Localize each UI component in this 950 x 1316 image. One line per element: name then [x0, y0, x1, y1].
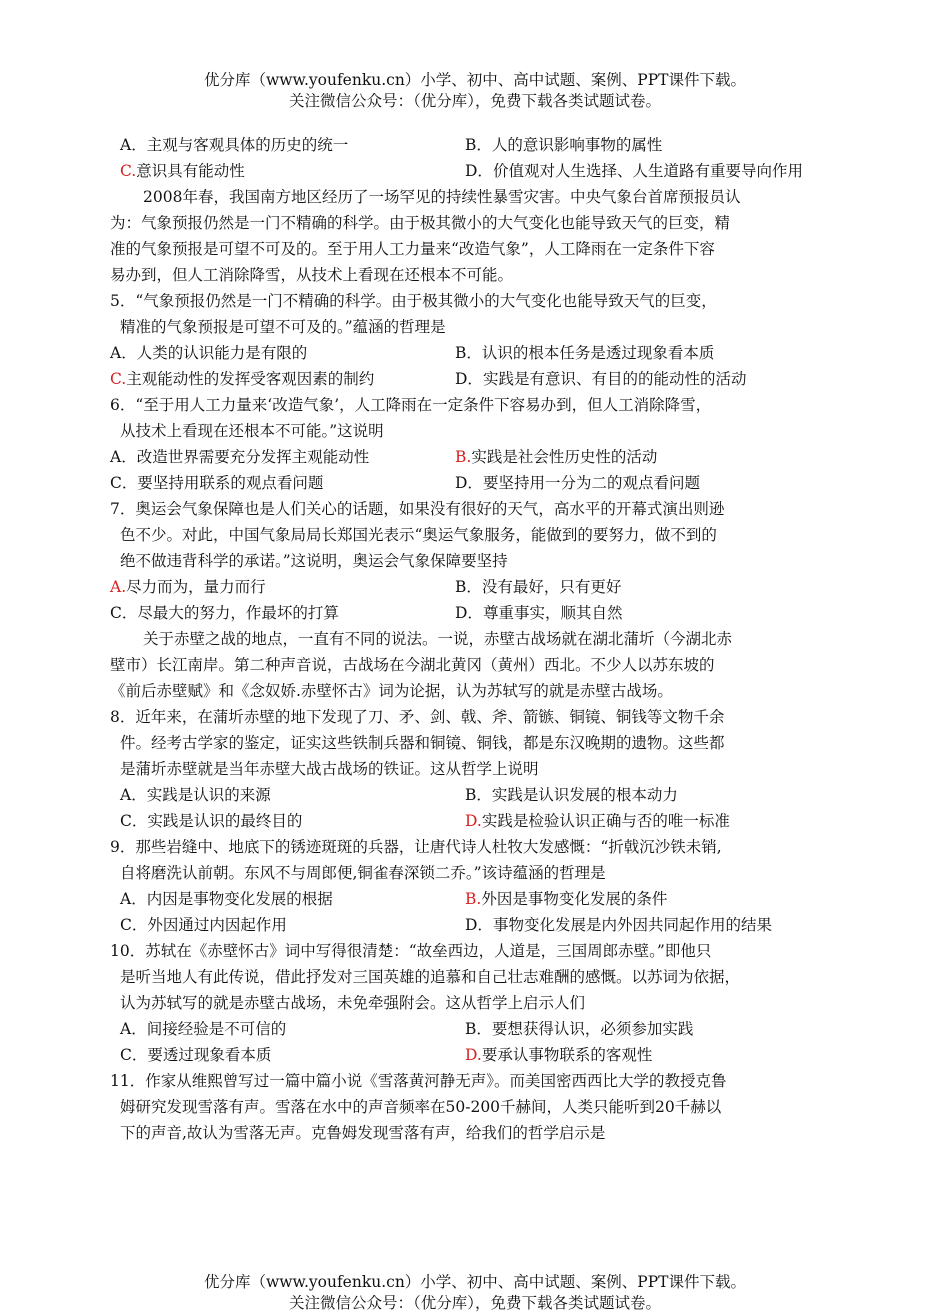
q10-option-b-letter: B． [465, 1020, 492, 1038]
q11-stem: 下的声音,故认为雪落无声。克鲁姆发现雪落有声，给我们的哲学启示是 [120, 1124, 606, 1142]
q6-option-b: 实践是社会性历史性的活动 [471, 448, 658, 466]
q5-option-d-letter: D． [455, 370, 483, 388]
q10-option-d-letter: D. [465, 1046, 482, 1064]
q9-options-row-2 [110, 912, 850, 938]
q7-option-c: 尽最大的努力，作最坏的打算 [137, 604, 339, 622]
q7-option-b: 没有最好，只有更好 [481, 578, 622, 596]
q7-option-a-letter: A. [110, 578, 127, 596]
q6-option-c: 要坚持用联系的观点看问题 [137, 474, 324, 492]
q9-option-b-letter: B. [465, 890, 482, 908]
q10-option-a: 间接经验是不可信的 [146, 1020, 287, 1038]
q8-option-c-letter: C． [120, 812, 148, 830]
q6-option-b-letter: B. [455, 448, 472, 466]
q8-stem: 是蒲圻赤壁就是当年赤壁大战古战场的铁证。这从哲学上说明 [120, 760, 539, 778]
q6-stem: 从技术上看现在还根本不可能。”这说明 [120, 422, 384, 440]
q5-option-c: 主观能动性的发挥受客观因素的制约 [126, 370, 375, 388]
q5-option-a: 人类的认识能力是有限的 [136, 344, 308, 362]
q9-option-a: 内因是事物变化发展的根据 [146, 890, 333, 908]
q7-stem: 绝不做违背科学的承诺。”这说明，奥运会气象保障要坚持 [120, 552, 508, 570]
q9-option-b: 外因是事物变化发展的条件 [481, 890, 668, 908]
q8-option-a: 实践是认识的来源 [146, 786, 271, 804]
q5-option-b-letter: B． [455, 344, 482, 362]
page-header [0, 70, 950, 112]
q6-stem: 6．“至于用人工力量来‘改造气象’，人工降雨在一定条件下容易办到，但人工消除降雪， [110, 396, 712, 414]
footer-line-2: 关注微信公众号：（优分库），免费下载各类试题试卷。 [288, 1294, 661, 1312]
q9-option-d: 事物变化发展是内外因共同起作用的结果 [492, 916, 772, 934]
q6-option-d-letter: D． [455, 474, 483, 492]
passage-2-line: 《前后赤壁赋》和《念奴娇.赤壁怀古》词为论据，认为苏轼写的就是赤壁古战场。 [110, 682, 673, 700]
page-footer [0, 1272, 950, 1314]
q10-option-a-letter: A． [120, 1020, 147, 1038]
q10-option-d: 要承认事物联系的客观性 [481, 1046, 653, 1064]
q10-option-b: 要想获得认识，必须参加实践 [491, 1020, 694, 1038]
exam-content [110, 132, 850, 1146]
q8-options-row-2 [110, 808, 850, 834]
q9-options-row-1 [110, 886, 850, 912]
q5-option-a-letter: A． [110, 344, 137, 362]
q7-option-d-letter: D． [455, 604, 483, 622]
q4-option-d-letter: D． [465, 162, 493, 180]
q9-option-d-letter: D． [465, 916, 493, 934]
q4-options-row-1 [110, 132, 850, 158]
q8-option-b: 实践是认识发展的根本动力 [491, 786, 678, 804]
q6-option-a-letter: A． [110, 448, 137, 466]
passage-1-line: 准的气象预报是可望不可及的。至于用人工力量来“改造气象”，人工降雨在一定条件下容 [110, 240, 715, 258]
q6-option-c-letter: C． [110, 474, 138, 492]
passage-1-line: 易办到，但人工消除降雪，从技术上看现在还根本不可能。 [110, 266, 514, 284]
q7-stem: 色不少。对此，中国气象局局长郑国光表示“奥运气象服务，能做到的要努力，做不到的 [120, 526, 717, 544]
q7-stem: 7．奥运会气象保障也是人们关心的话题，如果没有很好的天气，高水平的开幕式演出则逊 [110, 500, 725, 518]
q8-options-row-1 [110, 782, 850, 808]
q4-option-a: 主观与客观具体的历史的统一 [146, 136, 349, 154]
q4-option-a-letter: A． [120, 136, 147, 154]
footer-line-1: 优分库（www.youfenku.cn）小学、初中、高中试题、案例、PPT课件下载。 [203, 1273, 747, 1291]
q8-option-b-letter: B． [465, 786, 492, 804]
q7-option-a: 尽力而为，量力而行 [126, 578, 266, 596]
q10-options-row-1 [110, 1016, 850, 1042]
q4-option-d: 价值观对人生选择、人生道路有重要导向作用 [492, 162, 803, 180]
q11-stem: 姆研究发现雪落有声。雪落在水中的声音频率在50-200千赫间，人类只能听到20千赫以 [120, 1098, 722, 1116]
q10-stem: 是听当地人有此传说，借此抒发对三国英雄的追慕和自己壮志难酬的感慨。以苏词为依据， [120, 968, 741, 986]
q9-stem: 9．那些岩缝中、地底下的锈迹斑斑的兵器，让唐代诗人杜牧大发感慨：“折戟沉沙铁未销, [110, 838, 722, 856]
q8-stem: 8．近年来，在蒲圻赤壁的地下发现了刀、矛、剑、戟、斧、箭镞、铜镜、铜钱等文物千余 [110, 708, 725, 726]
q10-option-c-letter: C． [120, 1046, 148, 1064]
q7-options-row-2 [110, 600, 850, 626]
q4-option-c: 意识具有能动性 [136, 162, 245, 180]
passage-2-line: 关于赤壁之战的地点，一直有不同的说法。一说，赤壁古战场就在湖北蒲圻（今湖北赤 [143, 630, 733, 648]
q5-option-b: 认识的根本任务是透过现象看本质 [481, 344, 715, 362]
q4-option-b: 人的意识影响事物的属性 [491, 136, 663, 154]
q9-option-c-letter: C． [120, 916, 148, 934]
q5-options-row-1 [110, 340, 850, 366]
q5-option-d: 实践是有意识、有目的的能动性的活动 [482, 370, 747, 388]
q6-option-d: 要坚持用一分为二的观点看问题 [482, 474, 700, 492]
q5-option-c-letter: C. [110, 370, 127, 388]
q8-option-a-letter: A． [120, 786, 147, 804]
q5-options-row-2 [110, 366, 850, 392]
q10-option-c: 要透过现象看本质 [147, 1046, 272, 1064]
q4-option-b-letter: B． [465, 136, 492, 154]
q9-stem: 自将磨洗认前朝。东风不与周郎便,铜雀春深锁二乔。”该诗蕴涵的哲理是 [120, 864, 606, 882]
q8-stem: 件。经考古学家的鉴定，证实这些铁制兵器和铜镜、铜钱，都是东汉晚期的遗物。这些都 [120, 734, 725, 752]
q5-stem: 5．“气象预报仍然是一门不精确的科学。由于极其微小的大气变化也能导致天气的巨变， [110, 292, 717, 310]
q6-options-row-2 [110, 470, 850, 496]
q8-option-c: 实践是认识的最终目的 [147, 812, 303, 830]
q4-option-c-letter: C. [120, 162, 137, 180]
passage-2-line: 壁市）长江南岸。第二种声音说，古战场在今湖北黄冈（黄州）西北。不少人以苏东坡的 [110, 656, 715, 674]
q7-option-d: 尊重事实，顺其自然 [482, 604, 623, 622]
q9-option-c: 外因通过内因起作用 [147, 916, 287, 934]
header-line-1: 优分库（www.youfenku.cn）小学、初中、高中试题、案例、PPT课件下载。 [203, 71, 747, 89]
q10-stem: 认为苏轼写的就是赤壁古战场，未免牵强附会。这从哲学上启示人们 [120, 994, 586, 1012]
q7-options-row-1 [110, 574, 850, 600]
q4-options-row-2 [110, 158, 850, 184]
q8-option-d-letter: D. [465, 812, 482, 830]
passage-1-line: 为：气象预报仍然是一门不精确的科学。由于极其微小的大气变化也能导致天气的巨变，精 [110, 214, 731, 232]
q10-options-row-2 [110, 1042, 850, 1068]
header-line-2: 关注微信公众号：（优分库），免费下载各类试题试卷。 [288, 92, 661, 110]
q5-stem: 精准的气象预报是可望不可及的。”蕴涵的哲理是 [120, 318, 446, 336]
q7-option-b-letter: B． [455, 578, 482, 596]
q7-option-c-letter: C． [110, 604, 138, 622]
passage-1-line: 2008年春，我国南方地区经历了一场罕见的持续性暴雪灾害。中央气象台首席预报员认 [143, 188, 741, 206]
q9-option-a-letter: A． [120, 890, 147, 908]
q6-option-a: 改造世界需要充分发挥主观能动性 [136, 448, 370, 466]
q10-stem: 10．苏轼在《赤壁怀古》词中写得很清楚：“故垒西边，人道是，三国周郎赤壁。”即他只 [110, 942, 712, 960]
q11-stem: 11．作家从维熙曾写过一篇中篇小说《雪落黄河静无声》。而美国密西西比大学的教授克鲁 [110, 1072, 727, 1090]
q6-options-row-1 [110, 444, 850, 470]
q8-option-d: 实践是检验认识正确与否的唯一标准 [481, 812, 730, 830]
